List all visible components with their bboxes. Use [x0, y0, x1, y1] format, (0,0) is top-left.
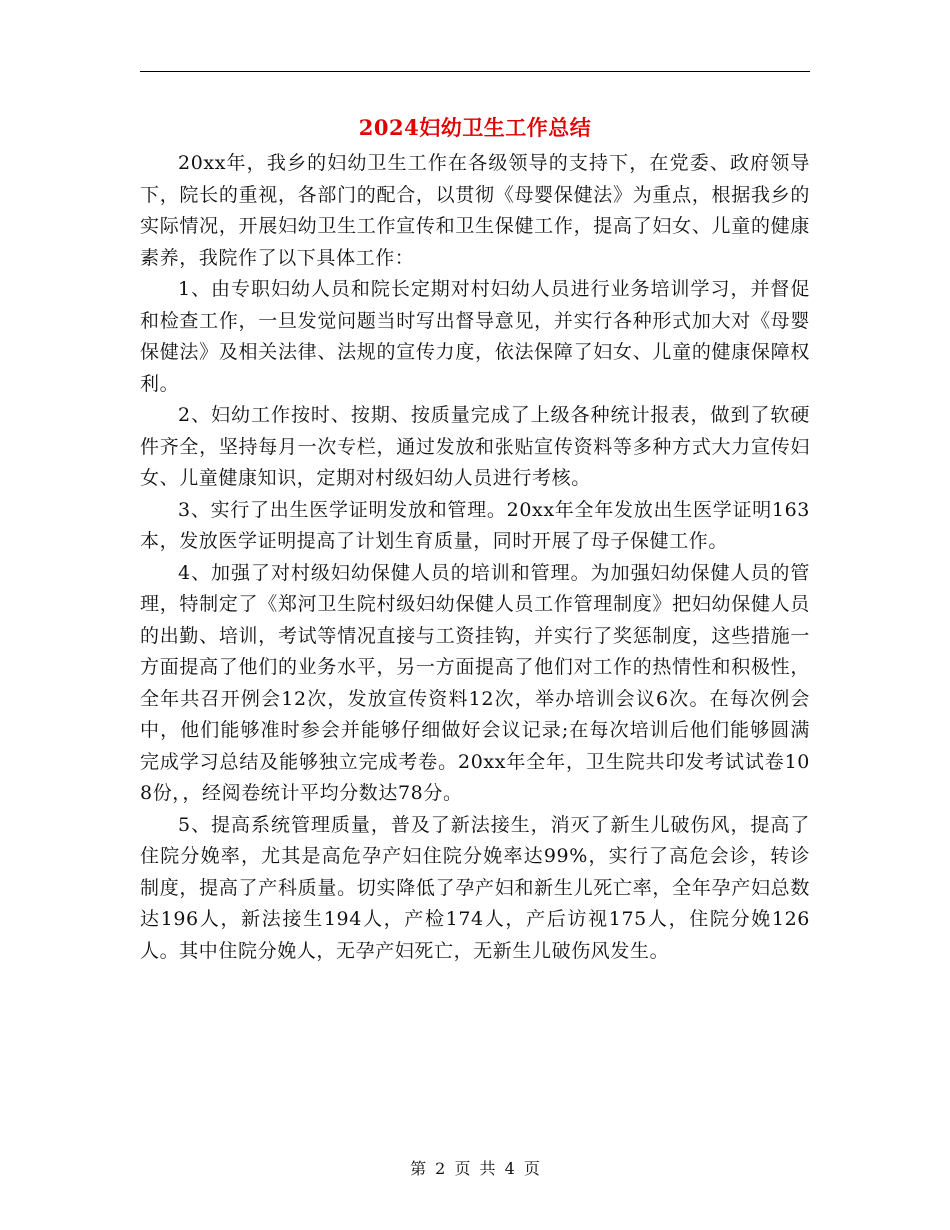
document-body: [140, 148, 810, 967]
paragraph-item-5: 5、提高系统管理质量，普及了新法接生，消灭了新生儿破伤风，提高了住院分娩率，尤其是高危孕产妇住院分娩率达99%，实行了高危会诊，转诊制度，提高了产科质量。切实降低了孕产妇和新生儿死亡率，全年孕产妇总数达196人，新法接生194人，产检174人，产后访视175人，住院分娩126人。其中住院分娩人，无孕产妇死亡，无新生儿破伤风发生。: [140, 813, 810, 962]
document-title: 2024妇幼卫生工作总结: [358, 115, 592, 140]
paragraph-item-4: 4、加强了对村级妇幼保健人员的培训和管理。为加强妇幼保健人员的管理，特制定了《郑河卫生院村级妇幼保健人员工作管理制度》把妇幼保健人员的出勤、培训，考试等情况直接与工资挂钩，并实行了奖惩制度，这些措施一方面提高了他们的业务水平，另一方面提高了他们对工作的热情性和积极性，全年共召开例会12次，发放宣传资料12次，举办培训会议6次。在每次例会中，他们能够准时参会并能够仔细做好会议记录;在每次培训后他们能够圆满完成学习总结及能够独立完成考卷。20xx年全年，卫生院共印发考试试卷108份，，经阅卷统计平均分数达78分。: [140, 561, 810, 804]
header-rule: [140, 71, 810, 72]
paragraph-item-1: 1、由专职妇幼人员和院长定期对村妇幼人员进行业务培训学习，并督促和检查工作，一旦发觉问题当时写出督导意见，并实行各种形式加大对《母婴保健法》及相关法律、法规的宣传力度，依法保障了妇女、儿童的健康保障权利。: [140, 278, 810, 395]
paragraph-item-2: 2、妇幼工作按时、按期、按质量完成了上级各种统计报表，做到了软硬件齐全，坚持每月一次专栏，通过发放和张贴宣传资料等多种方式大力宣传妇女、儿童健康知识，定期对村级妇幼人员进行考核。: [140, 404, 810, 489]
page-number-footer: 第 2 页 共 4 页: [410, 1159, 540, 1178]
paragraph-intro: 20xx年，我乡的妇幼卫生工作在各级领导的支持下，在党委、政府领导下，院长的重视，各部门的配合，以贯彻《母婴保健法》为重点，根据我乡的实际情况，开展妇幼卫生工作宣传和卫生保健工作，提高了妇女、儿童的健康素养，我院作了以下具体工作：: [140, 152, 810, 269]
paragraph-item-3: 3、实行了出生医学证明发放和管理。20xx年全年发放出生医学证明163本，发放医学证明提高了计划生育质量，同时开展了母子保健工作。: [140, 498, 810, 552]
